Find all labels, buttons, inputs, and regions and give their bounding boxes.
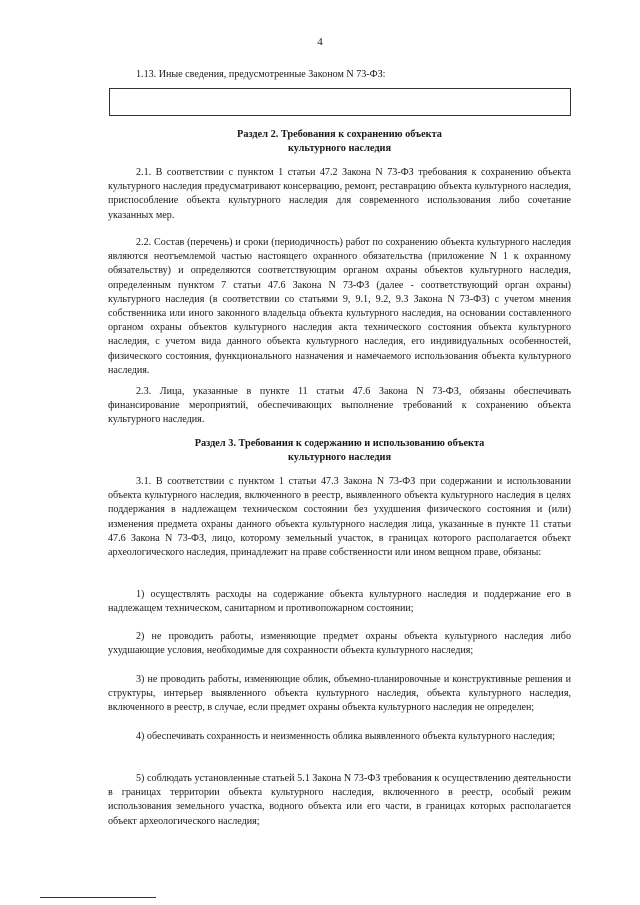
paragraph-2-3: 2.3. Лица, указанные в пункте 11 статьи 47.6 Закона N 73-ФЗ, обязаны обеспечивать финансирование мероприятий, обеспечивающих выполнение требований к сохранению объекта культурного наследия. xyxy=(108,386,571,426)
footnote-separator xyxy=(40,897,156,898)
list-item-1: 1) осуществлять расходы на содержание объекта культурного наследия и поддержание его в надлежащем техническом, санитарном и противопожарном состоянии; xyxy=(108,589,571,615)
page-number: 4 xyxy=(317,36,323,48)
paragraph-2-1: 2.1. В соответствии с пунктом 1 статьи 47.2 Закона N 73-ФЗ требования к сохранению объекта культурного наследия предусматривают консервацию, ремонт, реставрацию объекта культурного наследия, приспособление объекта культурного наследия для современного использования либо сочетание указанных мер. xyxy=(108,167,571,221)
list-item-2: 2) не проводить работы, изменяющие предмет охраны объекта культурного наследия либо ухудшающие условия, необходимые для сохранности объекта культурного наследия; xyxy=(108,631,571,657)
list-item-5: 5) соблюдать установленные статьей 5.1 Закона N 73-ФЗ требования к осуществлению деятельности в границах территории объекта культурного наследия, включенного в реестр, особый режим использования земельного участка, водного объекта или его части, в границах которых располагается объект археологического наследия; xyxy=(108,773,571,827)
section-3-title-line2: культурного наследия xyxy=(287,452,392,463)
section-3-title-line1: Раздел 3. Требования к содержанию и использованию объекта xyxy=(194,438,485,449)
paragraph-3-1: 3.1. В соответствии с пунктом 1 статьи 47.3 Закона N 73-ФЗ при содержании и использовании объекта культурного наследия, включенного в реестр, выявленного объекта культурного наследия в целях поддержания в надлежащем техническом состоянии без ухудшения физического состояния и (или) изменения предмета охраны данного объекта культурного наследия лица, указанные в пункте 11 статьи 47.6 Закона N 73-ФЗ, лицо, которому земельный участок, в границах которого располагается объект археологического наследия, принадлежит на праве собственности или ином вещном праве, обязаны: xyxy=(108,476,571,559)
item-1-13-label: 1.13. Иные сведения, предусмотренные Законом N 73-ФЗ: xyxy=(136,69,386,80)
other-info-field xyxy=(109,88,571,116)
section-3-heading xyxy=(108,437,571,465)
list-item-3: 3) не проводить работы, изменяющие облик, объемно-планировочные и конструктивные решения и структуры, интерьер выявленного объекта культурного наследия, объекта культурного наследия, включенного в реестр, в случае, если предмет охраны объекта культурного наследия не определен; xyxy=(108,674,571,714)
paragraph-2-2: 2.2. Состав (перечень) и сроки (периодичность) работ по сохранению объекта культурного наследия являются неотъемлемой частью настоящего охранного обязательства (приложение N 1 к охранному обязательству) и определяются соответствующим органом охраны объектов культурного наследия, определенным пунктом 7 статьи 47.6 Закона N 73-ФЗ (далее - соответствующий орган охраны) культурного наследия (в соответствии со статьями 9, 9.1, 9.2, 9.3 Закона N 73-ФЗ) с учетом мнения собственника или иного законного владельца объекта культурного наследия, на основании составленного органом охраны объектов культурного наследия акта технического состояния объекта культурного наследия, с учетом вида данного объекта культурного наследия, его индивидуальных особенностей, физического состояния, функционального назначения и намечаемого использования объекта культурного наследия. xyxy=(108,237,571,376)
section-2-title-line2: культурного наследия xyxy=(287,143,392,154)
section-2-title-line1: Раздел 2. Требования к сохранению объекта xyxy=(237,129,442,140)
section-2-heading xyxy=(108,128,571,156)
list-item-4: 4) обеспечивать сохранность и неизменность облика выявленного объекта культурного наследия; xyxy=(136,731,556,742)
